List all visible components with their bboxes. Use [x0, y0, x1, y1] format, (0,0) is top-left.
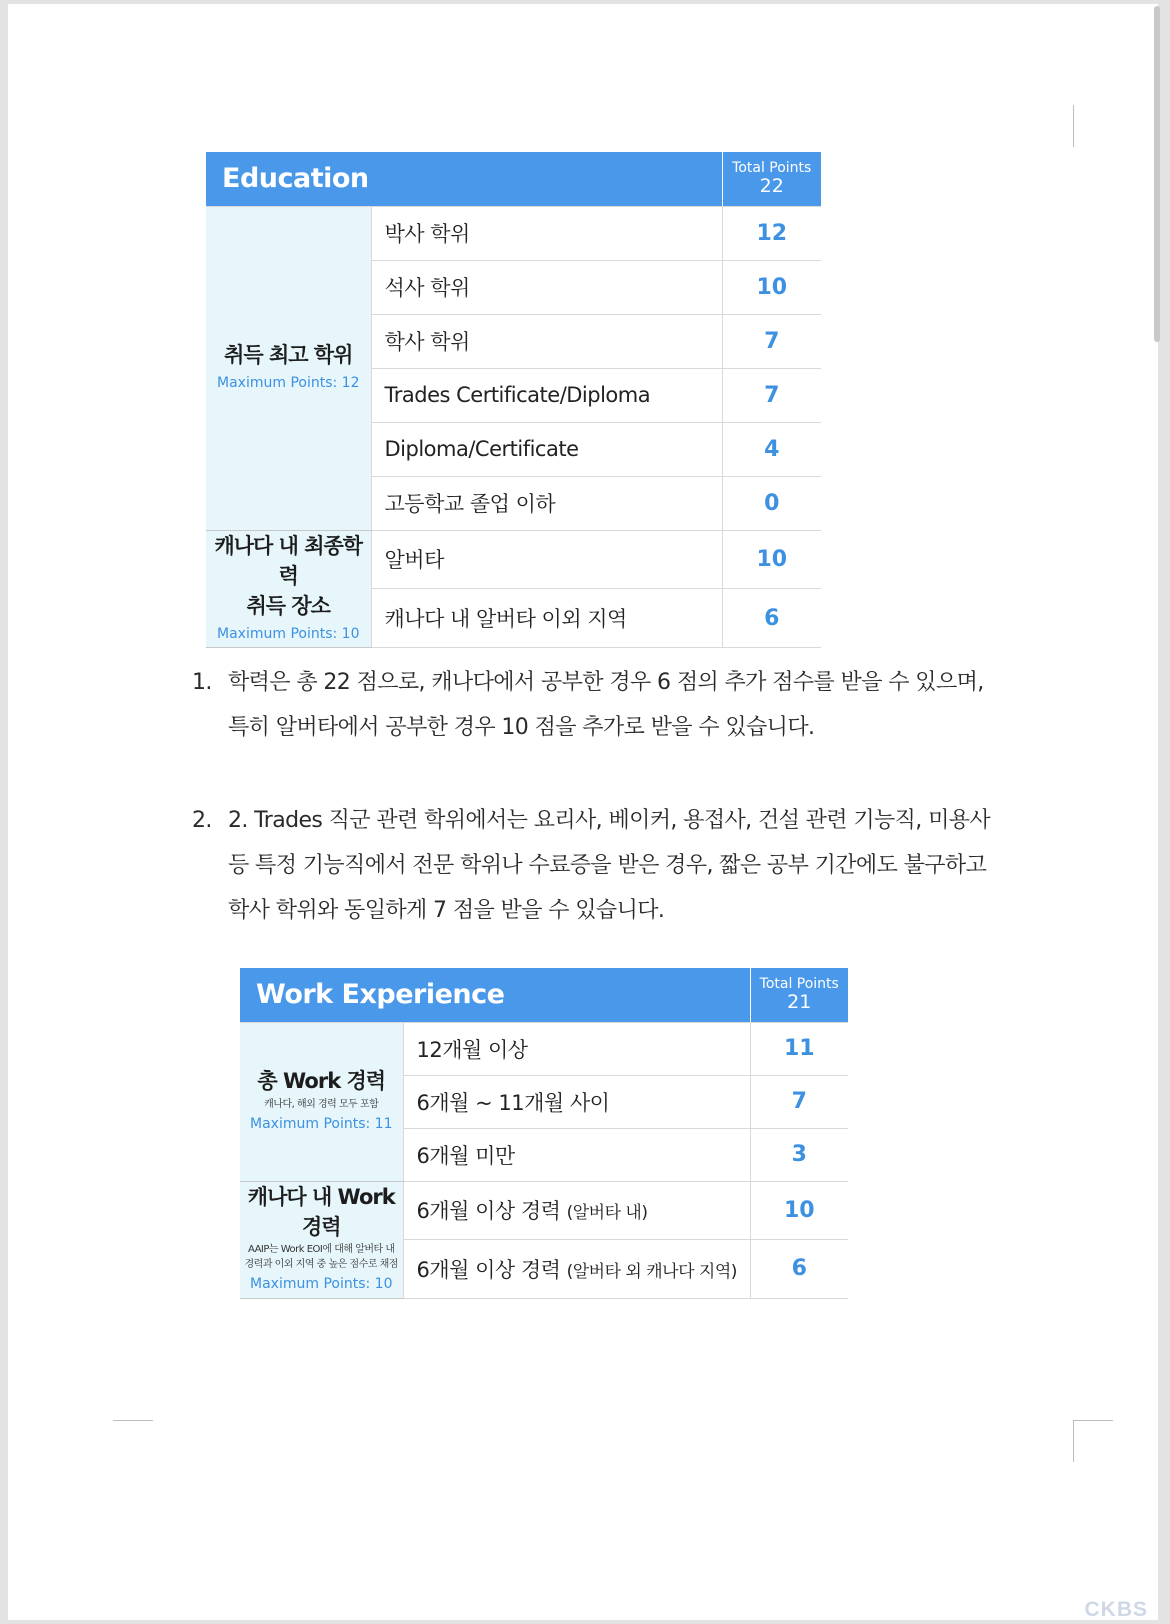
- row-points: 0: [722, 476, 821, 530]
- row-points: 10: [722, 260, 821, 314]
- crop-mark: [1073, 1420, 1074, 1462]
- row-points: 7: [722, 368, 821, 422]
- crop-mark: [1073, 105, 1074, 147]
- note-line: 특히 알버타에서 공부한 경우 10 점을 추가로 받을 수 있습니다.: [228, 715, 815, 740]
- list-number: 2.: [192, 808, 212, 833]
- row-label: 6개월 이상 경력: [416, 1257, 561, 1282]
- location-category: [206, 530, 371, 648]
- note-line: 등 특정 기능직에서 전문 학위나 수료증을 받은 경우, 짧은 공부 기간에도 불구하고: [228, 853, 987, 878]
- row-label: 박사 학위: [371, 206, 722, 260]
- row-label: 고등학교 졸업 이하: [371, 476, 722, 530]
- notes-list: [192, 660, 1092, 933]
- education-table: [206, 152, 821, 648]
- row-points: 4: [722, 422, 821, 476]
- crop-mark: [1073, 1420, 1113, 1421]
- note-line: 학사 학위와 동일하게 7 점을 받을 수 있습니다.: [228, 898, 665, 923]
- work-total: [750, 968, 848, 1022]
- row-label-cell: [403, 1181, 750, 1240]
- row-label: 석사 학위: [371, 260, 722, 314]
- document-page: [8, 4, 1158, 1620]
- row-points: 10: [750, 1181, 848, 1240]
- education-header: [206, 152, 821, 206]
- row-label: 캐나다 내 알버타 이외 지역: [371, 589, 722, 648]
- ckbs-logo: CKBS: [1084, 1598, 1148, 1621]
- category-subtitle: 캐나다, 해외 경력 모두 포함: [264, 1098, 379, 1110]
- row-points: 7: [722, 314, 821, 368]
- category-subtitle-line: AAIP는 Work EOI에 대해 알버타 내: [247, 1244, 395, 1256]
- category-title: 캐나다 내 Work 경력: [247, 1184, 395, 1239]
- degree-category: [206, 206, 371, 530]
- note-line: 학력은 총 22 점으로, 캐나다에서 공부한 경우 6 점의 추가 점수를 받을 수 있으며,: [228, 670, 984, 695]
- row-points: 3: [750, 1128, 848, 1181]
- row-label-cell: [403, 1240, 750, 1299]
- row-points: 6: [750, 1240, 848, 1299]
- category-max-points: Maximum Points: 10: [250, 1276, 393, 1293]
- row-label: 학사 학위: [371, 314, 722, 368]
- row-points: 6: [722, 589, 821, 648]
- note-line: 2. Trades 직군 관련 학위에서는 요리사, 베이커, 용접사, 건설 관련 기능직, 미용사: [228, 808, 991, 833]
- table-row: [240, 1181, 848, 1240]
- canada-work-category: [240, 1181, 403, 1298]
- crop-mark: [113, 1420, 153, 1421]
- row-qualifier: (알버타 외 캐나다 지역): [566, 1261, 737, 1282]
- row-label: Trades Certificate/Diploma: [371, 368, 722, 422]
- category-max-points: Maximum Points: 12: [217, 374, 360, 391]
- category-max-points: Maximum Points: 11: [250, 1115, 393, 1132]
- row-qualifier: (알버타 내): [566, 1203, 648, 1224]
- category-title: 취득 최고 학위: [224, 343, 353, 368]
- work-title: Work Experience: [240, 968, 750, 1022]
- row-label: 알버타: [371, 530, 722, 589]
- row-label: 6개월 ~ 11개월 사이: [403, 1075, 750, 1128]
- row-label: Diploma/Certificate: [371, 422, 722, 476]
- row-points: 11: [750, 1022, 848, 1075]
- table-row: [206, 206, 821, 260]
- list-number: 1.: [192, 670, 212, 695]
- row-label: 12개월 이상: [403, 1022, 750, 1075]
- total-points-label: Total Points: [732, 159, 812, 176]
- list-item: [192, 798, 1092, 933]
- total-points-value: 21: [787, 990, 812, 1013]
- category-title-line: 캐나다 내 최종학력: [214, 533, 363, 588]
- scrollbar-thumb[interactable]: [1154, 6, 1160, 342]
- row-label: 6개월 미만: [403, 1128, 750, 1181]
- list-item: [192, 660, 1092, 750]
- category-title: 총 Work 경력: [257, 1069, 386, 1094]
- table-row: [206, 530, 821, 589]
- total-points-label: Total Points: [759, 975, 839, 992]
- work-experience-table: [240, 968, 848, 1299]
- total-points-value: 22: [759, 174, 784, 197]
- education-total: [722, 152, 821, 206]
- row-points: 10: [722, 530, 821, 589]
- row-points: 7: [750, 1075, 848, 1128]
- category-max-points: Maximum Points: 10: [217, 625, 360, 642]
- category-subtitle-line: 경력과 이외 지역 중 높은 점수로 채점: [244, 1259, 398, 1271]
- education-title: Education: [206, 152, 722, 206]
- row-points: 12: [722, 206, 821, 260]
- table-row: [240, 1022, 848, 1075]
- total-work-category: [240, 1022, 403, 1181]
- row-label: 6개월 이상 경력: [416, 1199, 561, 1224]
- category-title-line: 취득 장소: [246, 594, 330, 619]
- work-header: [240, 968, 848, 1022]
